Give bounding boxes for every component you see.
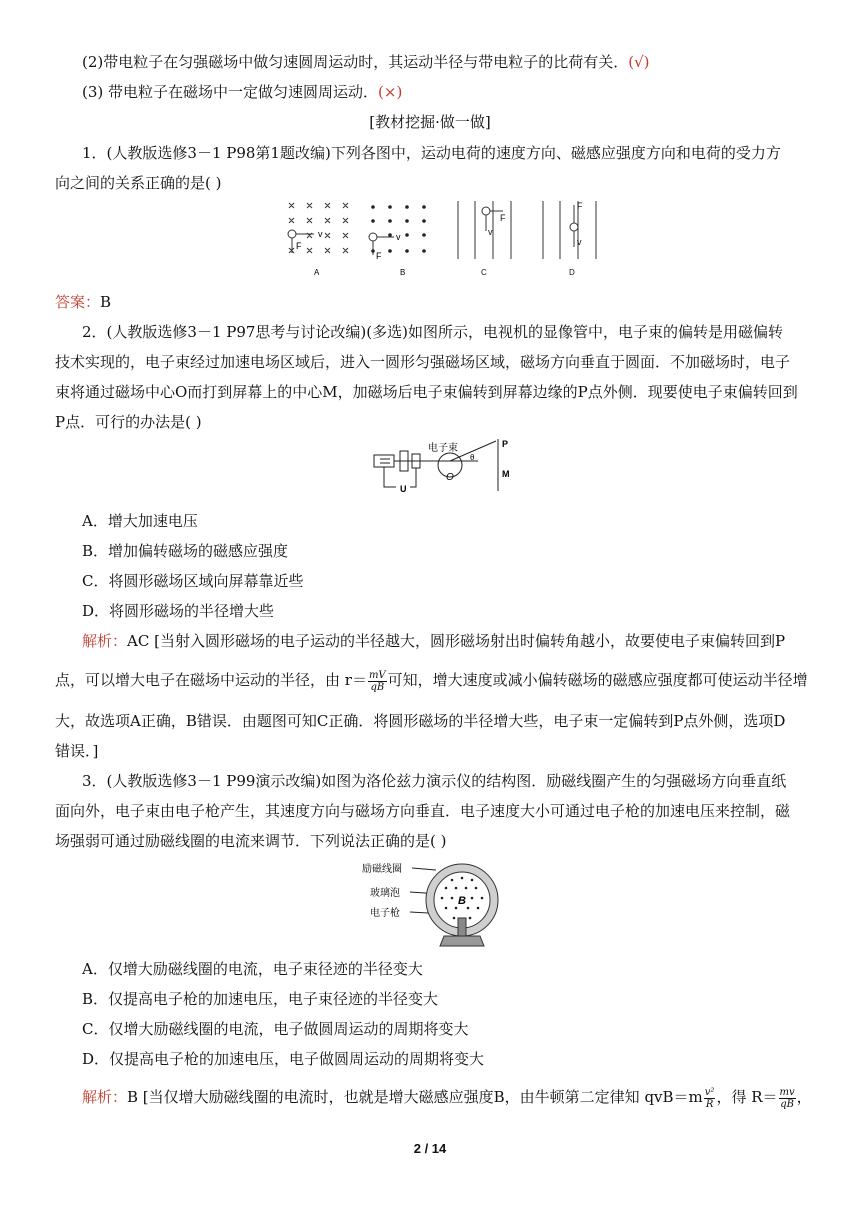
page-number: 2 / 14 bbox=[413, 1141, 447, 1156]
svg-text:F: F bbox=[296, 241, 302, 251]
q3-option-b: B．仅提高电子枪的加速电压，电子束径迹的半径变大 bbox=[82, 990, 439, 1008]
q2-explanation-3: 大，故选项A正确，B错误．由题图可知C正确．将圆形磁场的半径增大些，电子束一定偏转到P点外侧，选项D bbox=[55, 712, 786, 730]
panel-d bbox=[543, 201, 596, 277]
q3-option-a: A．仅增大励磁线圈的电流，电子束径迹的半径变大 bbox=[82, 960, 423, 978]
svg-text:v: v bbox=[318, 229, 323, 239]
svg-text:U: U bbox=[400, 484, 407, 494]
svg-text:v: v bbox=[396, 232, 401, 242]
svg-text:励磁线圈: 励磁线圈 bbox=[362, 864, 402, 875]
q3-explanation: 解析：B [当仅增大励磁线圈的电流时，也就是增大磁感应强度B，由牛顿第二定律知 qvB＝m $\frac{\text{v²}}{R}$ ，得 R＝ $\frac{mv}{qB}$ ， bbox=[82, 1086, 812, 1110]
q2-option-a: A．增大加速电压 bbox=[82, 512, 198, 530]
fraction-mv-qb: $\frac{mV}{qB}$ bbox=[368, 669, 386, 693]
svg-text:电子枪: 电子枪 bbox=[370, 908, 400, 919]
svg-text:O: O bbox=[446, 472, 454, 483]
svg-text:M: M bbox=[502, 469, 510, 479]
panel-c bbox=[458, 201, 511, 277]
q2-option-d: D．将圆形磁场的半径增大些 bbox=[82, 602, 275, 620]
svg-text:B: B bbox=[458, 895, 466, 907]
q3-option-c: C．仅增大励磁线圈的电流，电子做圆周运动的周期将变大 bbox=[82, 1020, 469, 1038]
svg-text:v: v bbox=[488, 227, 493, 237]
q1-answer: 答案：B bbox=[55, 293, 112, 311]
svg-text:v: v bbox=[577, 237, 582, 247]
svg-text:C: C bbox=[481, 268, 487, 277]
svg-text:F: F bbox=[577, 201, 583, 211]
statement-3: (3) 带电粒子在磁场中一定做匀速圆周运动．(×) bbox=[82, 83, 403, 101]
svg-text:F: F bbox=[500, 213, 506, 223]
q3-line-2: 面向外，电子束由电子枪产生，其速度方向与磁场方向垂直．电子速度大小可通过电子枪的加速电压来控制，磁 bbox=[55, 802, 791, 820]
q3-line-3: 场强弱可通过励磁线圈的电流来调节．下列说法正确的是( ) bbox=[55, 832, 447, 850]
svg-text:θ: θ bbox=[470, 453, 475, 462]
q2-line-1: 2．(人教版选修3－1 P97思考与讨论改编)(多选)如图所示，电视机的显像管中，电子束的偏转是用磁偏转 bbox=[82, 323, 783, 341]
fraction-v2-r: $\frac{\text{v²}}{R}$ bbox=[704, 1086, 715, 1110]
svg-text:F: F bbox=[376, 251, 382, 261]
q2-line-2: 技术实现的，电子束经过加速电场区域后，进入一圆形匀强磁场区域，磁场方向垂直于圆面．不加磁场时，电子 bbox=[55, 353, 791, 371]
check-mark: (√) bbox=[628, 53, 650, 71]
svg-text:电子束: 电子束 bbox=[428, 443, 458, 454]
svg-text:B: B bbox=[400, 268, 406, 277]
cross-mark: (×) bbox=[378, 83, 403, 101]
q2-explanation-2: 点，可以增大电子在磁场中运动的半径，由 r＝ $\frac{mV}{qB}$ 可知，增大速度或减小偏转磁场的磁感应强度都可使运动半径增 bbox=[55, 669, 808, 693]
panel-a bbox=[288, 203, 348, 277]
q3-figure bbox=[360, 858, 510, 950]
q1-figure bbox=[278, 197, 618, 287]
svg-text:P: P bbox=[502, 439, 509, 449]
q2-line-3: 束将通过磁场中心O而打到屏幕上的中心M，加磁场后电子束偏转到屏幕边缘的P点外侧．现要使电子束偏转回到 bbox=[55, 383, 798, 401]
q1-line-1: 1．(人教版选修3－1 P98第1题改编)下列各图中，运动电荷的速度方向、磁感应强度方向和电荷的受力方 bbox=[82, 144, 781, 162]
q3-option-d: D．仅提高电子枪的加速电压，电子做圆周运动的周期将变大 bbox=[82, 1050, 485, 1068]
statement-2: (2)带电粒子在匀强磁场中做匀速圆周运动时，其运动半径与带电粒子的比荷有关．(√) bbox=[82, 53, 650, 71]
q1-line-2: 向之间的关系正确的是( ) bbox=[55, 174, 222, 192]
q2-explanation-1: 解析：AC [当射入圆形磁场的电子运动的半径越大，圆形磁场射出时偏转角越小，故要使电子束偏转回到P bbox=[82, 632, 786, 650]
section-heading: [教材挖掘·做一做] bbox=[369, 113, 491, 131]
q2-line-4: P点．可行的办法是( ) bbox=[55, 413, 202, 431]
svg-text:D: D bbox=[569, 268, 575, 277]
q2-option-c: C．将圆形磁场区域向屏幕靠近些 bbox=[82, 572, 304, 590]
panel-b bbox=[369, 205, 426, 277]
q2-explanation-4: 错误．] bbox=[55, 742, 99, 760]
q2-figure bbox=[368, 437, 528, 497]
svg-text:玻璃泡: 玻璃泡 bbox=[370, 888, 400, 899]
fraction-mv-qb-2: $\frac{mv}{qB}$ bbox=[779, 1086, 795, 1110]
svg-text:A: A bbox=[314, 268, 320, 277]
q3-line-1: 3．(人教版选修3－1 P99演示改编)如图为洛伦兹力演示仪的结构图．励磁线圈产生的匀强磁场方向垂直纸 bbox=[82, 772, 787, 790]
q2-option-b: B．增加偏转磁场的磁感应强度 bbox=[82, 542, 289, 560]
